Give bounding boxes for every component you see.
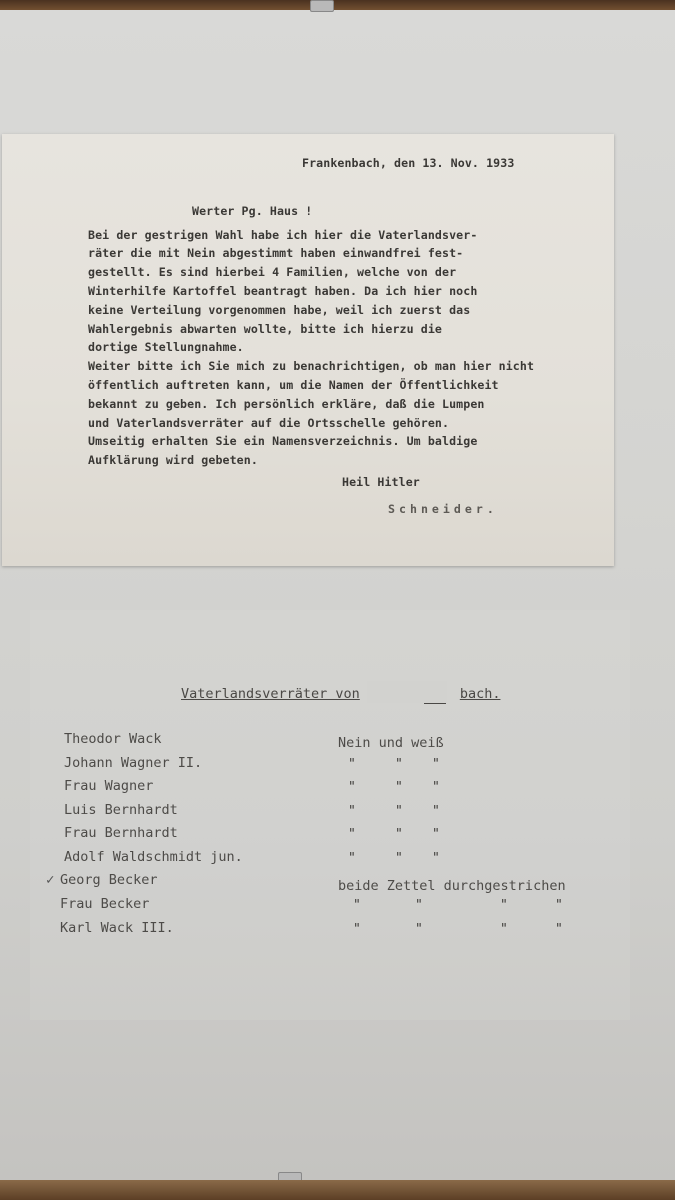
ditto-mark: " <box>555 898 563 913</box>
letter-body-line: dortige Stellungnahme. <box>88 340 244 354</box>
letter-body-line: und Vaterlandsverräter auf die Ortsschelle gehören. <box>88 416 450 430</box>
list-name: Luis Bernhardt <box>64 802 178 818</box>
ditto-mark: " <box>432 827 440 842</box>
frame-clip-top <box>310 0 334 12</box>
vote-note: Nein und weiß <box>338 735 444 751</box>
ditto-mark: " <box>348 851 356 866</box>
frame-bottom-edge <box>0 1180 675 1200</box>
list-name: Frau Bernhardt <box>64 825 178 841</box>
ditto-mark: " <box>395 827 403 842</box>
ditto-mark: " <box>415 922 423 937</box>
list-name: Karl Wack III. <box>60 920 174 936</box>
letter-body-line: keine Verteilung vorgenommen habe, weil ich zuerst das <box>88 303 471 317</box>
letter-body-line: Wahlergebnis abwarten wollte, bitte ich hierzu die <box>88 322 443 336</box>
ditto-mark: " <box>432 780 440 795</box>
vote-note: beide Zettel durchgestrichen <box>338 878 566 894</box>
list-name: Georg Becker <box>60 872 158 888</box>
letter-place-date: Frankenbach, den 13. Nov. 1933 <box>302 156 515 170</box>
list-name: Adolf Waldschmidt jun. <box>64 849 243 865</box>
ditto-mark: " <box>395 804 403 819</box>
letter-body-line: Winterhilfe Kartoffel beantragt haben. Da ich hier noch <box>88 284 478 298</box>
letter-signature: Schneider. <box>388 502 498 516</box>
list-name: Theodor Wack <box>64 731 162 747</box>
ditto-mark: " <box>432 804 440 819</box>
ditto-mark: " <box>353 922 361 937</box>
letter-body-line: gestellt. Es sind hierbei 4 Familien, welche von der <box>88 265 457 279</box>
letter-closing: Heil Hitler <box>342 475 420 489</box>
letter-body-line: Weiter bitte ich Sie mich zu benachrichtigen, ob man hier nicht <box>88 359 535 373</box>
list-name: Frau Becker <box>60 896 150 912</box>
letter-body-line: Bei der gestrigen Wahl habe ich hier die Vaterlandsver- <box>88 228 478 242</box>
redacted-place-name <box>367 681 447 703</box>
ditto-mark: " <box>555 922 563 937</box>
ditto-mark: " <box>415 898 423 913</box>
ditto-mark: " <box>348 827 356 842</box>
list-title-suffix: bach. <box>459 686 501 702</box>
ditto-mark: " <box>395 851 403 866</box>
letter-body-line: Aufklärung wird gebeten. <box>88 453 258 467</box>
ditto-mark: " <box>395 757 403 772</box>
ditto-mark: " <box>500 922 508 937</box>
list-title <box>181 686 500 702</box>
ditto-mark: " <box>353 898 361 913</box>
check-mark: ✓ <box>46 872 55 888</box>
ditto-mark: " <box>500 898 508 913</box>
typed-letter <box>2 134 614 566</box>
letter-body-line: öffentlich auftreten kann, um die Namen der Öffentlichkeit <box>88 378 499 392</box>
letter-body-line: bekannt zu geben. Ich persönlich erkläre, daß die Lumpen <box>88 397 485 411</box>
list-name: Frau Wagner <box>64 778 154 794</box>
ditto-mark: " <box>348 804 356 819</box>
redaction-underline <box>424 703 446 704</box>
letter-body-line: Umseitig erhalten Sie ein Namensverzeichnis. Um baldige <box>88 434 478 448</box>
ditto-mark: " <box>348 757 356 772</box>
list-title-text: Vaterlandsverräter von <box>181 686 360 702</box>
list-name: Johann Wagner II. <box>64 755 203 771</box>
letter-salutation: Werter Pg. Haus ! <box>192 204 313 218</box>
ditto-mark: " <box>432 851 440 866</box>
letter-body-line: räter die mit Nein abgestimmt haben einwandfrei fest- <box>88 246 464 260</box>
ditto-mark: " <box>395 780 403 795</box>
ditto-mark: " <box>348 780 356 795</box>
ditto-mark: " <box>432 757 440 772</box>
